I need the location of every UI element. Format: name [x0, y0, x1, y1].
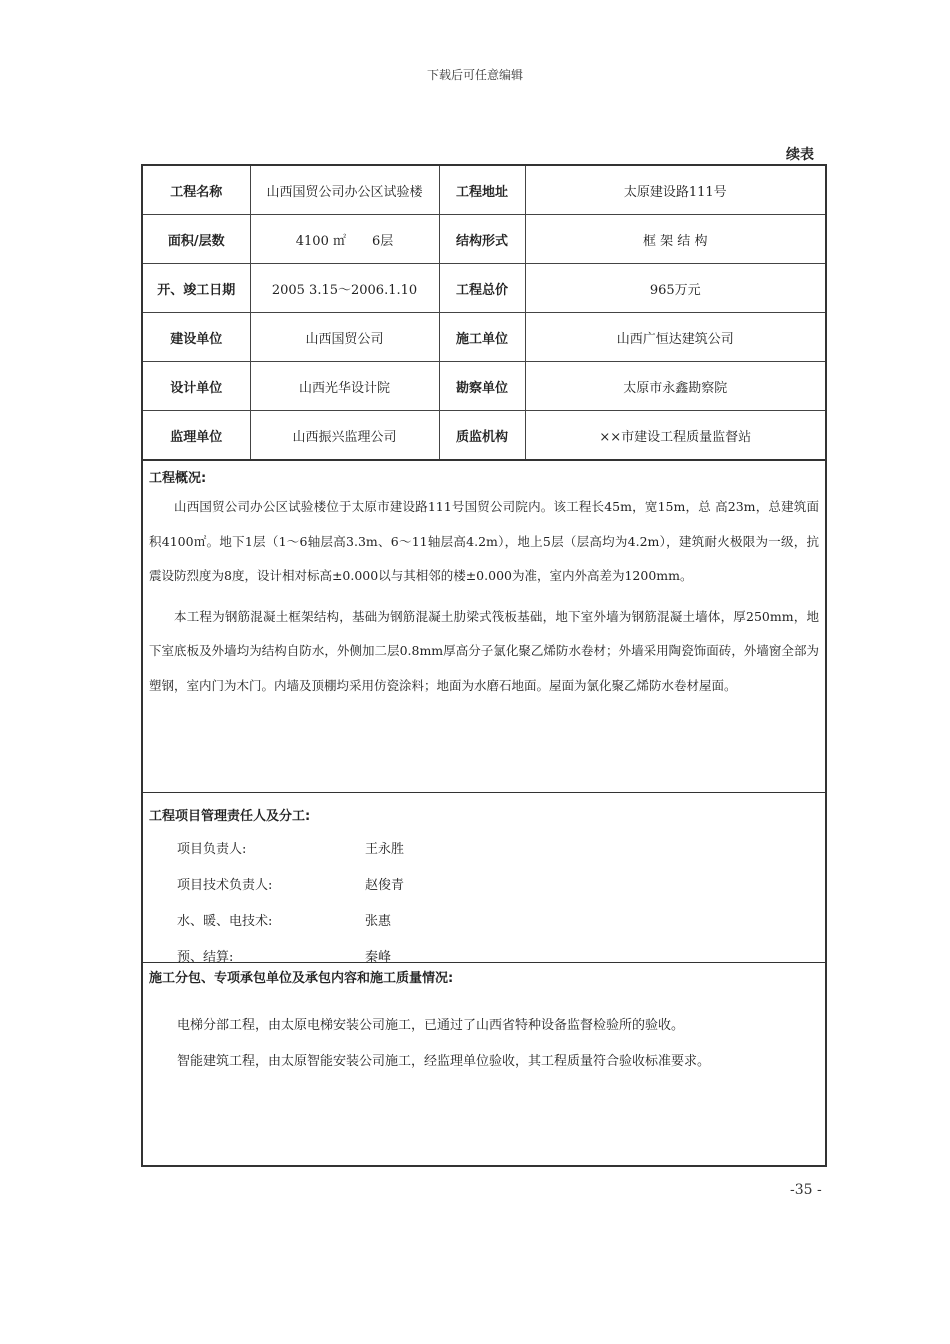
staff-row	[143, 904, 825, 940]
info-value: 山西振兴监理公司	[250, 411, 439, 461]
info-row	[143, 166, 825, 215]
overview-paragraph: 本工程为钢筋混凝土框架结构，基础为钢筋混凝土肋梁式筏板基础，地下室外墙为钢筋混凝土墙体，厚250mm，地下室底板及外墙均为结构自防水，外侧加二层0.8mm厚高分子氯化聚乙烯防水卷材；外墙采用陶瓷饰面砖，外墙窗全部为塑钢，室内门为木门。内墙及顶棚均采用仿瓷涂料；地面为水磨石地面。屋面为氯化聚乙烯防水卷材屋面。	[149, 608, 819, 693]
info-label: 结构形式	[439, 215, 525, 264]
overview-paragraph: 山西国贸公司办公区试验楼位于太原市建设路111号国贸公司院内。该工程长45m，宽15m，总 高23m，总建筑面积4100㎡。地下1层（1～6轴层高3.3m、6～11轴层高4.2m），地上5层（层高均为4.2m），建筑耐火极限为一级，抗震设防烈度为8度，设计相对标高±0.000以与其相邻的楼±0.000为准，室内外高差为1200mm。	[149, 499, 819, 583]
info-label: 质监机构	[439, 411, 525, 461]
overview-title: 工程概况:	[149, 471, 207, 486]
staff-list	[143, 832, 825, 976]
staff-role: 项目技术负责人:	[177, 878, 273, 893]
staff-role: 水、暖、电技术:	[177, 914, 273, 929]
info-label: 工程地址	[439, 166, 525, 215]
info-label: 工程总价	[439, 264, 525, 313]
info-row	[143, 362, 825, 411]
project-info-table	[143, 166, 825, 461]
subcontract-section	[143, 963, 825, 1165]
info-row	[143, 264, 825, 313]
info-row	[143, 215, 825, 264]
info-label: 勘察单位	[439, 362, 525, 411]
info-value: ××市建设工程质量监督站	[525, 411, 825, 461]
info-value: 965万元	[525, 264, 825, 313]
staff-role: 预、结算:	[177, 950, 234, 965]
subcontract-list	[143, 1008, 825, 1080]
info-value: 太原市永鑫勘察院	[525, 362, 825, 411]
info-value: 2005 3.15～2006.1.10	[250, 264, 439, 313]
subcontract-line: 智能建筑工程，由太原智能安装公司施工，经监理单位验收，其工程质量符合验收标准要求。	[177, 1054, 711, 1069]
continued-label: 续表	[786, 147, 814, 163]
staff-name: 张惠	[365, 914, 392, 929]
subcontract-line: 电梯分部工程，由太原电梯安装公司施工，已通过了山西省特种设备监督检验所的验收。	[177, 1018, 685, 1033]
info-label: 建设单位	[143, 313, 250, 362]
management-title: 工程项目管理责任人及分工:	[149, 809, 311, 824]
info-value: 框 架 结 构	[525, 215, 825, 264]
info-value: 山西国贸公司办公区试验楼	[250, 166, 439, 215]
info-label: 监理单位	[143, 411, 250, 461]
staff-row	[143, 868, 825, 904]
info-value: 山西国贸公司	[250, 313, 439, 362]
overview-section	[143, 459, 825, 793]
info-value: 山西广恒达建筑公司	[525, 313, 825, 362]
info-value: 4100 ㎡ 6层	[250, 215, 439, 264]
staff-name: 赵俊青	[365, 878, 405, 893]
page-number: -35 -	[790, 1182, 822, 1198]
info-label: 设计单位	[143, 362, 250, 411]
info-row	[143, 313, 825, 362]
info-label: 施工单位	[439, 313, 525, 362]
info-label: 工程名称	[143, 166, 250, 215]
project-form	[141, 164, 827, 1167]
staff-row	[143, 832, 825, 868]
info-row	[143, 411, 825, 461]
info-label: 面积/层数	[143, 215, 250, 264]
subcontract-title: 施工分包、专项承包单位及承包内容和施工质量情况:	[149, 971, 454, 986]
staff-name: 王永胜	[365, 842, 405, 857]
staff-role: 项目负责人:	[177, 842, 247, 857]
management-section	[143, 793, 825, 963]
info-label: 开、竣工日期	[143, 264, 250, 313]
info-value: 太原建设路111号	[525, 166, 825, 215]
page-header-note: 下载后可任意编辑	[426, 68, 523, 82]
info-value: 山西光华设计院	[250, 362, 439, 411]
staff-name: 秦峰	[365, 950, 392, 965]
